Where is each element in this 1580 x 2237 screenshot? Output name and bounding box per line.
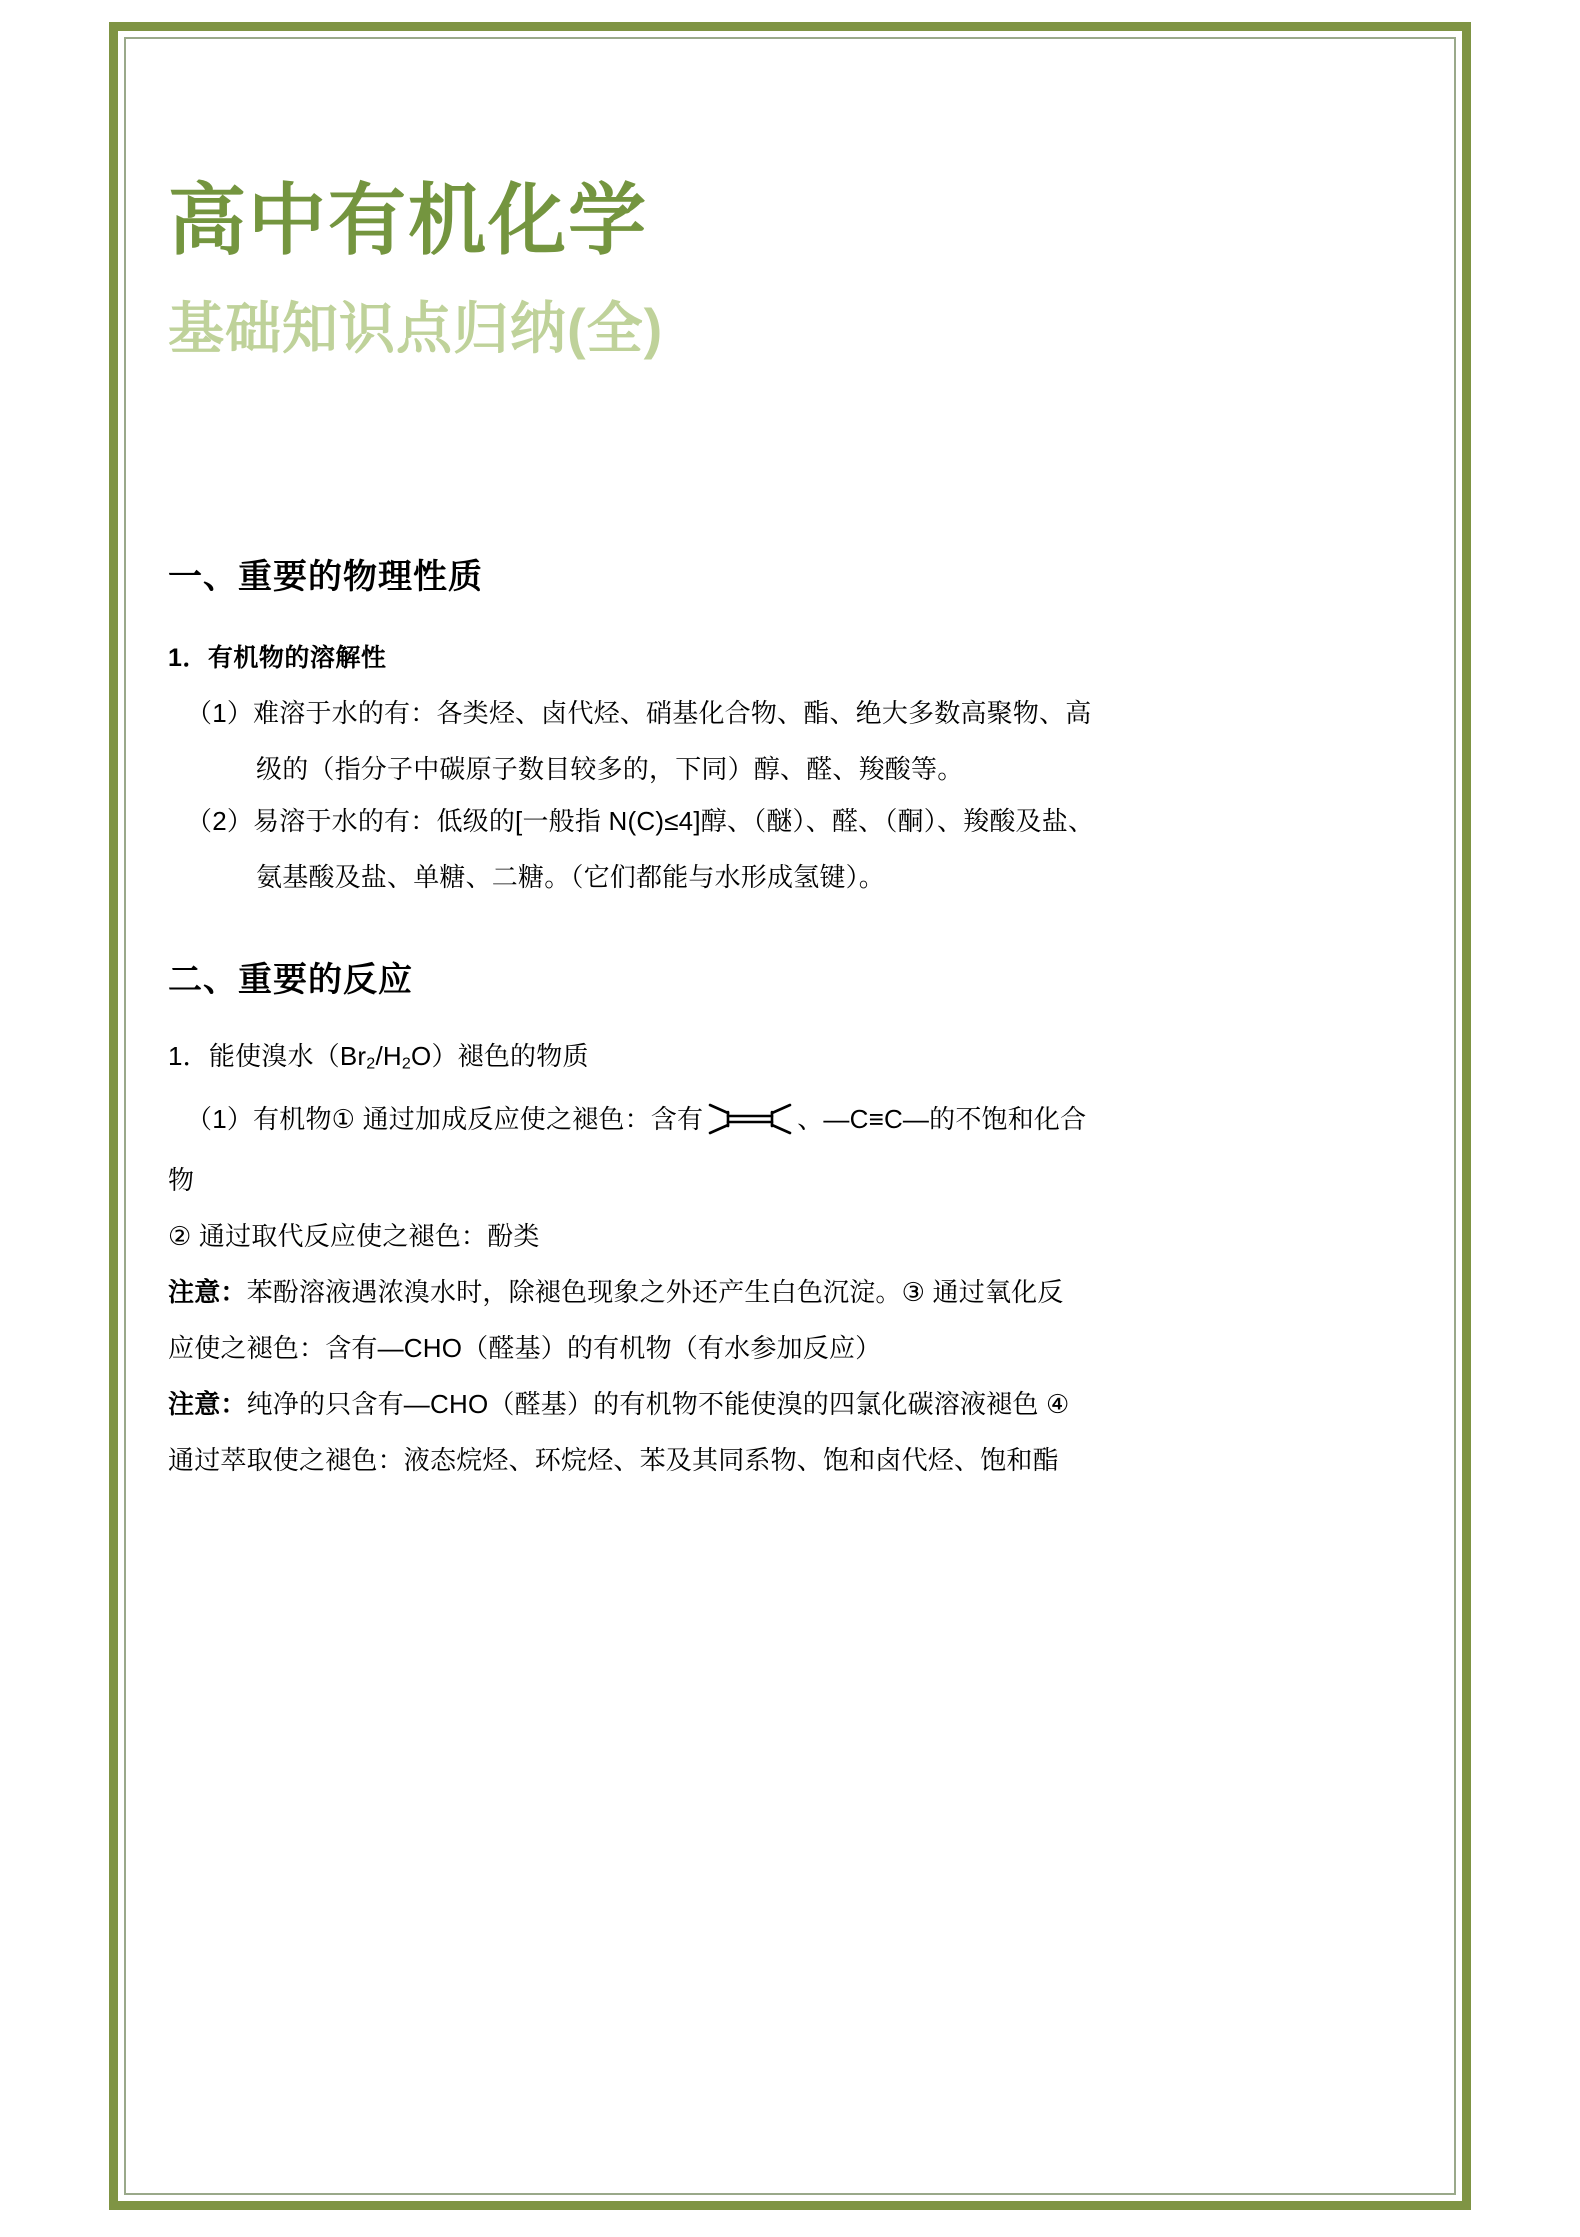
page-title: 高中有机化学 bbox=[168, 176, 649, 264]
bromine-subscript-2: 2 bbox=[401, 1054, 412, 1073]
paragraph-soluble-line1-part-b: 4]醇、（醚）、醛、（酮）、羧酸及盐、 bbox=[678, 805, 1095, 836]
paragraph-soluble-line2: 氨基酸及盐、单糖、二糖。（它们都能与水形成氢键）。 bbox=[256, 861, 886, 892]
section-heading-important-reactions: 二、重要的反应 bbox=[168, 960, 413, 999]
note-text-2: 纯净的只含有—CHO（醛基）的有机物不能使溴的四氯化碳溶液褪色 ④ bbox=[246, 1389, 1070, 1420]
note-text-1: 苯酚溶液遇浓溴水时，除褪色现象之外还产生白色沉淀。③ 通过氧化反 bbox=[246, 1277, 1064, 1308]
paragraph-note-aldehyde-cont: 通过萃取使之褪色：液态烷烃、环烷烃、苯及其同系物、饱和卤代烃、饱和酯 bbox=[168, 1445, 1059, 1476]
paragraph-insoluble-line1: （1）难溶于水的有：各类烃、卤代烃、硝基化合物、酯、绝大多数高聚物、高 bbox=[186, 697, 1092, 728]
bromine-title-part-b: /H bbox=[375, 1040, 402, 1071]
addition-reaction-part-a: （1）有机物① 通过加成反应使之褪色：含有 bbox=[186, 1104, 704, 1135]
paragraph-soluble-line1 bbox=[168, 805, 1400, 836]
bromine-title-part-a: 1．能使溴水（Br bbox=[168, 1040, 367, 1071]
paragraph-substitution-reaction: ② 通过取代反应使之褪色：酚类 bbox=[168, 1221, 540, 1252]
paragraph-note-phenol-cont: 应使之褪色：含有—CHO（醛基）的有机物（有水参加反应） bbox=[168, 1333, 882, 1364]
paragraph-insoluble-line2: 级的（指分子中碳原子数目较多的，下同）醇、醛、羧酸等。 bbox=[256, 753, 964, 784]
paragraph-soluble-line1-part-a: （2）易溶于水的有：低级的[一般指 N(C) bbox=[186, 805, 665, 836]
note-label-1: 注意： bbox=[168, 1277, 247, 1308]
document-content bbox=[168, 37, 1400, 1476]
paragraph-note-phenol bbox=[168, 1277, 1400, 1308]
paragraph-note-aldehyde bbox=[168, 1389, 1400, 1420]
paragraph-bromine-water-title bbox=[168, 1040, 1400, 1073]
paragraph-addition-reaction-cont: 物 bbox=[168, 1165, 195, 1196]
carbon-carbon-double-bond-icon bbox=[707, 1101, 793, 1137]
less-than-or-equal-icon: ≤ bbox=[664, 805, 679, 836]
section-heading-physical-properties: 一、重要的物理性质 bbox=[168, 557, 483, 596]
paragraph-addition-reaction bbox=[168, 1101, 1400, 1137]
subsection-heading-solubility: 1．有机物的溶解性 bbox=[168, 643, 387, 672]
page-subtitle: 基础知识点归纳(全) bbox=[168, 296, 664, 360]
bromine-subscript-1: 2 bbox=[366, 1054, 376, 1073]
note-label-2: 注意： bbox=[168, 1389, 247, 1420]
bromine-title-part-c: O）褪色的物质 bbox=[411, 1040, 589, 1071]
addition-reaction-part-b: 、—C≡C—的不饱和化合 bbox=[797, 1104, 1087, 1135]
